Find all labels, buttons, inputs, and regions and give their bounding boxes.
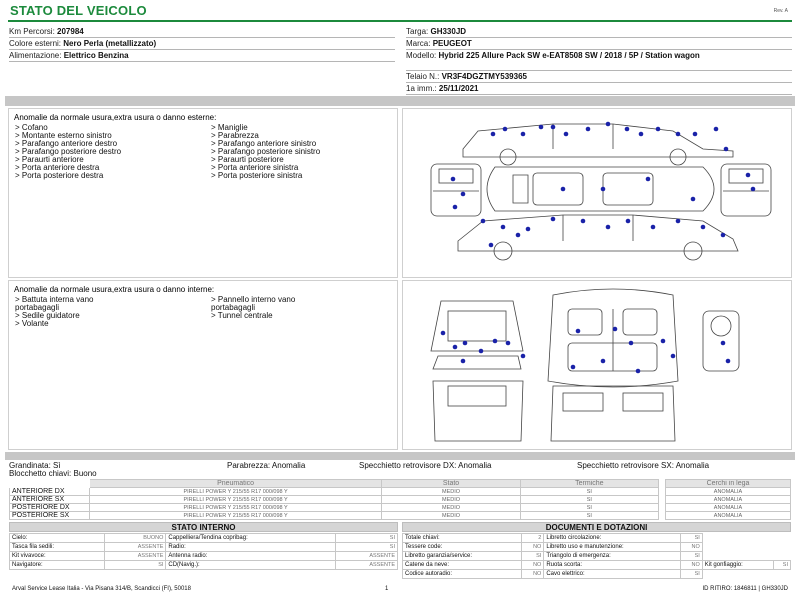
- external-damage-marker: [461, 192, 466, 197]
- internal-damage-item: > Battuta interna vano: [15, 295, 94, 304]
- internal-state-table: [9, 533, 398, 570]
- external-damage-col-1: [15, 124, 205, 180]
- external-damage-marker: [693, 132, 698, 137]
- tyre-state: MEDIO: [382, 496, 520, 504]
- tyres-header-tyre: Pneumatico: [89, 480, 382, 488]
- rims-header: Cerchi in lega: [666, 480, 791, 488]
- kv-value: SI: [522, 552, 544, 561]
- brand-row: Marca: PEUGEOT: [406, 38, 792, 50]
- kv-label: Codice autoradio:: [403, 570, 522, 579]
- plate-row: Targa: GH330JD: [406, 26, 792, 38]
- km-value: 207984: [57, 27, 84, 36]
- fuel-value: Elettrico Benzina: [63, 51, 129, 60]
- kv-row: [10, 543, 398, 552]
- mirror-dx-status: Specchietto retrovisore DX: Anomalia: [359, 461, 492, 470]
- kv-value: NO: [522, 543, 544, 552]
- internal-damage-item: > Pannello interno vano: [211, 295, 296, 304]
- external-damage-marker: [701, 225, 706, 230]
- external-damage-item: > Porta posteriore destra: [15, 171, 104, 180]
- tyre-row: [10, 496, 659, 504]
- external-damage-marker: [561, 187, 566, 192]
- tyres-table-body: [10, 488, 659, 520]
- kv-label: Tessere code:: [403, 543, 522, 552]
- tyre-thermal: SI: [520, 512, 658, 520]
- tyre-state: MEDIO: [382, 512, 520, 520]
- brand-value: PEUGEOT: [432, 39, 472, 48]
- kv-row: [403, 552, 791, 561]
- external-damage-marker: [746, 173, 751, 178]
- kv-value: SI: [680, 534, 702, 543]
- footer-id: ID RITIRO: 1846811 | GH330JD: [702, 586, 788, 592]
- tyre-row: [10, 488, 659, 496]
- tyre-model: PIRELLI POWER Y 215/55 R17 000/098 Y: [89, 512, 382, 520]
- car-exterior-drawing: [403, 109, 793, 279]
- kv-label: Tasca fila sedili:: [10, 543, 105, 552]
- internal-damage-marker: [721, 341, 726, 346]
- documents-body: [403, 534, 791, 579]
- color-value: Nero Perla (metallizzato): [63, 39, 157, 48]
- external-damage-item: > Parabrezza: [211, 131, 259, 140]
- external-damage-item: > Montante esterno sinistro: [15, 131, 112, 140]
- tyre-position: ANTERIORE DX: [10, 488, 90, 496]
- internal-car-diagram: [402, 280, 792, 450]
- external-damage-marker: [481, 219, 486, 224]
- tyres-table: [9, 479, 659, 520]
- external-damage-marker: [491, 132, 496, 137]
- rim-state: ANOMALIA: [666, 512, 791, 520]
- hail-status: Grandinata: Sì: [9, 461, 61, 470]
- chassis-value: VR3F4DGZTMY539365: [441, 72, 527, 81]
- tyre-position: POSTERIORE DX: [10, 504, 90, 512]
- internal-damage-marker: [726, 359, 731, 364]
- tyre-state: MEDIO: [382, 488, 520, 496]
- footer-page-number: 1: [385, 586, 389, 592]
- tyre-position: ANTERIORE SX: [10, 496, 90, 504]
- internal-damage-marker: [461, 359, 466, 364]
- internal-damage-marker: [453, 345, 458, 350]
- section-separator: [5, 96, 795, 106]
- external-damage-marker: [626, 219, 631, 224]
- kv-row: [403, 570, 791, 579]
- internal-damage-item: > Volante: [15, 319, 49, 328]
- external-damage-item: > Paraurti posteriore: [211, 155, 284, 164]
- external-damage-marker: [751, 187, 756, 192]
- chassis-row: Telaio N.: VR3F4DGZTMY539365: [406, 71, 792, 83]
- kv-label: Antenna radio:: [166, 552, 336, 561]
- external-damage-marker: [539, 125, 544, 130]
- external-damage-marker: [656, 127, 661, 132]
- external-damage-marker: [551, 217, 556, 222]
- internal-damage-item: > Tunnel centrale: [211, 311, 273, 320]
- kv-value: SI: [336, 534, 398, 543]
- section-separator-2: [5, 452, 795, 460]
- registration-value: 25/11/2021: [438, 84, 479, 93]
- kv-label: Totale chiavi:: [403, 534, 522, 543]
- internal-damage-marker: [441, 331, 446, 336]
- internal-damage-marker: [506, 341, 511, 346]
- external-damage-marker: [586, 127, 591, 132]
- kv-value: NO: [522, 561, 544, 570]
- rim-state: ANOMALIA: [666, 488, 791, 496]
- revision-label: Rev. A: [773, 8, 788, 14]
- tyre-model: PIRELLI POWER Y 215/55 R17 000/098 Y: [89, 496, 382, 504]
- external-car-diagram: [402, 108, 792, 278]
- kv-value: BUONO: [104, 534, 166, 543]
- kv-value: NO: [522, 570, 544, 579]
- kv-row: [403, 543, 791, 552]
- internal-damage-title: Anomalie da normale usura,extra usura o danno interne:: [14, 285, 215, 294]
- tyres-header-thermal: Termiche: [520, 480, 658, 488]
- external-damage-item: > Porta posteriore sinistra: [211, 171, 303, 180]
- external-damage-marker: [625, 127, 630, 132]
- model-value: Hybrid 225 Allure Pack SW e-EAT8508 SW / 2018 / 5P / Station wagon: [438, 51, 700, 60]
- tyre-model: PIRELLI POWER Y 215/55 R17 000/098 Y: [89, 488, 382, 496]
- internal-damage-markers: [441, 327, 731, 374]
- external-damage-marker: [676, 219, 681, 224]
- kv-value: NO: [680, 561, 702, 570]
- documents-title: DOCUMENTI E DOTAZIONI: [402, 522, 791, 532]
- internal-damage-marker: [671, 354, 676, 359]
- external-damage-item: > Cofano: [15, 123, 48, 132]
- kv-label: Libretto circolazione:: [544, 534, 681, 543]
- plate-value: GH330JD: [430, 27, 467, 36]
- tyres-header-state: Stato: [382, 480, 520, 488]
- kv-value: ASSENTE: [336, 552, 398, 561]
- car-interior-drawing: [403, 281, 793, 451]
- kv-value: SI: [336, 543, 398, 552]
- vehicle-info-right: [406, 26, 792, 95]
- external-damage-marker: [691, 197, 696, 202]
- kv-row: [10, 552, 398, 561]
- internal-damage-marker: [521, 354, 526, 359]
- tyre-position: POSTERIORE SX: [10, 512, 90, 520]
- external-damage-marker: [501, 225, 506, 230]
- external-damage-col-2: [211, 124, 401, 180]
- external-damage-marker: [453, 205, 458, 210]
- kv-label: Libretto uso e manutenzione:: [544, 543, 681, 552]
- tyre-thermal: SI: [520, 488, 658, 496]
- kv-label: Radio:: [166, 543, 336, 552]
- kv-value: ASSENTE: [336, 561, 398, 570]
- external-damage-marker: [516, 233, 521, 238]
- internal-damage-marker: [629, 341, 634, 346]
- external-damage-marker: [503, 127, 508, 132]
- kv-row: [403, 561, 791, 570]
- footer-company: Arval Service Lease Italia - Via Pisana 314/B, Scandicci (FI), 50018: [12, 586, 191, 592]
- external-damage-item: > Maniglie: [211, 123, 248, 132]
- page-title: STATO DEL VEICOLO: [10, 3, 147, 18]
- kv-value: 2: [522, 534, 544, 543]
- external-damage-marker: [451, 177, 456, 182]
- kv-label: Cappelliera/Tendina copribag:: [166, 534, 336, 543]
- rims-table-body: [666, 488, 791, 520]
- color-row: Colore esterni: Nero Perla (metallizzato): [9, 38, 395, 50]
- external-damage-marker: [676, 132, 681, 137]
- internal-damage-marker: [493, 339, 498, 344]
- rim-state: ANOMALIA: [666, 504, 791, 512]
- external-damage-item: > Parafango anteriore destro: [15, 139, 118, 148]
- rims-table: [665, 479, 791, 520]
- tyre-model: PIRELLI POWER Y 215/55 R17 000/098 Y: [89, 504, 382, 512]
- kv-row: [10, 561, 398, 570]
- kv-value: SI: [680, 570, 702, 579]
- internal-damage-marker: [576, 329, 581, 334]
- rim-state: ANOMALIA: [666, 496, 791, 504]
- kv-value: SI: [104, 561, 166, 570]
- kv-value: ASSENTE: [104, 552, 166, 561]
- external-damage-item: > Parafango posteriore destro: [15, 147, 122, 156]
- tyre-thermal: SI: [520, 504, 658, 512]
- km-row: Km Percorsi: 207984: [9, 26, 395, 38]
- external-damage-marker: [606, 122, 611, 127]
- documents-table: [402, 533, 791, 579]
- internal-state-title: STATO INTERNO: [9, 522, 398, 532]
- external-damage-item: > Porta anteriore destra: [15, 163, 100, 172]
- external-damage-marker: [601, 187, 606, 192]
- tyre-row: [10, 512, 659, 520]
- kv-label: Catene da neve:: [403, 561, 522, 570]
- internal-damage-col-1: [15, 296, 205, 328]
- vehicle-info-left: [9, 26, 395, 62]
- external-damage-marker: [721, 233, 726, 238]
- external-damage-marker: [714, 127, 719, 132]
- internal-damage-marker: [601, 359, 606, 364]
- kv-value: SI: [680, 552, 702, 561]
- kv-label: Libretto garanzia/service:: [403, 552, 522, 561]
- windshield-status: Parabrezza: Anomalia: [227, 461, 306, 470]
- external-damage-marker: [564, 132, 569, 137]
- kv-label: Navigatore:: [10, 561, 105, 570]
- external-damage-marker: [606, 225, 611, 230]
- kv-label: Kit gonfiaggio:: [702, 561, 773, 570]
- external-damage-marker: [489, 243, 494, 248]
- kv-row: [10, 534, 398, 543]
- internal-damage-item: > Sedile guidatore: [15, 311, 80, 320]
- external-damage-item: > Parafango posteriore sinistro: [211, 147, 321, 156]
- external-damage-marker: [521, 132, 526, 137]
- key-block-status: Blocchetto chiavi: Buono: [9, 469, 97, 478]
- kv-label: Cielo:: [10, 534, 105, 543]
- kv-value: SI: [774, 561, 791, 570]
- tyres-header-empty: [10, 480, 90, 488]
- tyre-row: [10, 504, 659, 512]
- kv-label: Ruota scorta:: [544, 561, 681, 570]
- internal-damage-item: portabagagli: [211, 303, 256, 312]
- tyre-thermal: SI: [520, 496, 658, 504]
- kv-label: Cavo elettrico:: [544, 570, 681, 579]
- external-damage-item: > Parafango anteriore sinistro: [211, 139, 317, 148]
- external-damage-marker: [651, 225, 656, 230]
- internal-damage-marker: [636, 369, 641, 374]
- internal-damage-marker: [661, 339, 666, 344]
- internal-damage-marker: [571, 365, 576, 370]
- internal-state-body: [10, 534, 398, 570]
- kv-value: ASSENTE: [104, 543, 166, 552]
- registration-row: 1a imm.: 25/11/2021: [406, 83, 792, 95]
- external-damage-marker: [639, 132, 644, 137]
- kv-label: CD(Navig.):: [166, 561, 336, 570]
- mirror-sx-status: Specchietto retrovisore SX: Anomalia: [577, 461, 710, 470]
- title-divider: [8, 20, 792, 22]
- kv-row: [403, 534, 791, 543]
- external-damage-section: [8, 108, 398, 278]
- kv-label: Triangolo di emergenza:: [544, 552, 681, 561]
- fuel-row: Alimentazione: Elettrico Benzina: [9, 50, 395, 62]
- external-damage-item: > Porta anteriore sinistra: [211, 163, 299, 172]
- internal-damage-col-2: [211, 296, 401, 320]
- model-row: Modello: Hybrid 225 Allure Pack SW e-EAT8508 SW / 2018 / 5P / Station wagon: [406, 50, 792, 71]
- internal-damage-marker: [479, 349, 484, 354]
- external-damage-marker: [551, 125, 556, 130]
- external-damage-marker: [526, 227, 531, 232]
- internal-damage-item: portabagagli: [15, 303, 60, 312]
- kv-value: NO: [680, 543, 702, 552]
- external-damage-marker: [724, 147, 729, 152]
- internal-damage-marker: [613, 327, 618, 332]
- external-damage-marker: [581, 219, 586, 224]
- external-damage-marker: [646, 177, 651, 182]
- external-damage-title: Anomalie da normale usura,extra usura o danno esterne:: [14, 113, 217, 122]
- tyre-state: MEDIO: [382, 504, 520, 512]
- internal-damage-section: [8, 280, 398, 450]
- internal-damage-marker: [463, 341, 468, 346]
- kv-label: Kit vivavoce:: [10, 552, 105, 561]
- external-damage-item: > Paraurti anteriore: [15, 155, 84, 164]
